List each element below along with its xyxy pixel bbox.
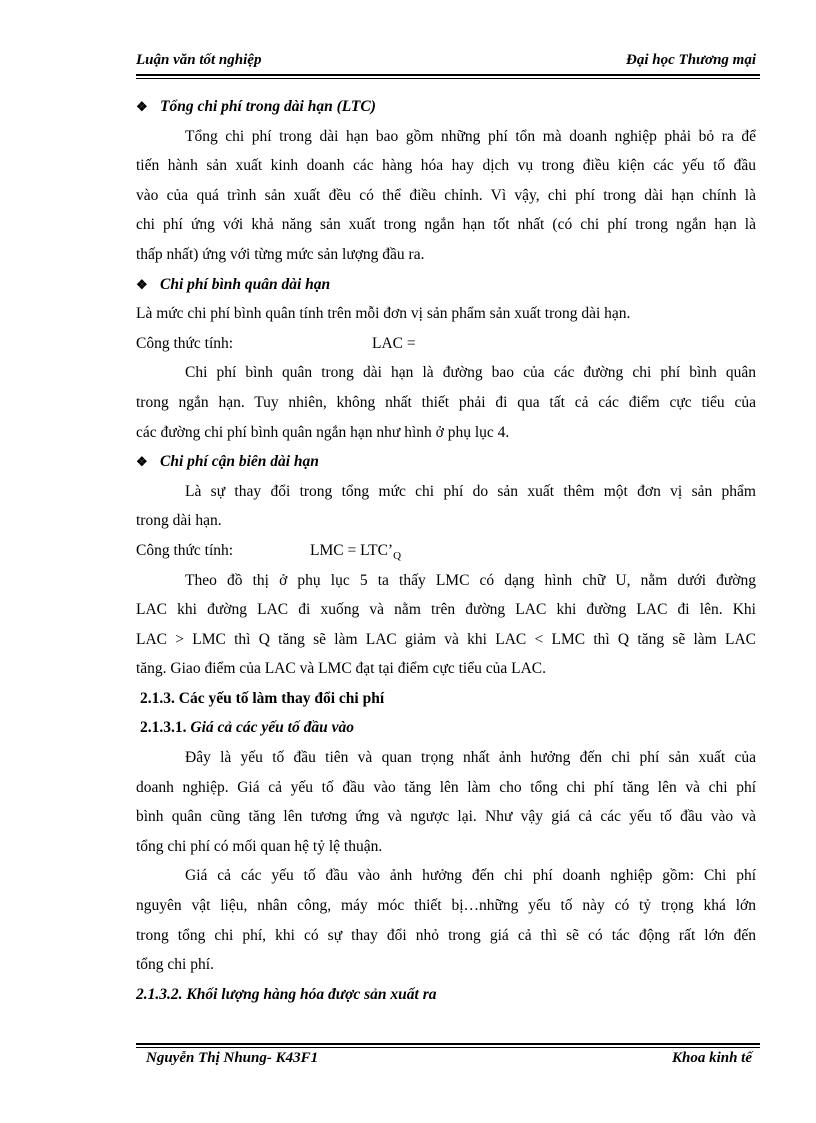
paragraph-line: Tổng chi phí trong dài hạn bao gồm những phí tổn mà doanh nghiệp phải bỏ ra để	[185, 127, 756, 145]
paragraph-line: Chi phí bình quân trong dài hạn là đường bao của các đường chi phí bình quân	[185, 364, 756, 382]
paragraph-line: doanh nghiệp. Giá cả yếu tố đầu vào tăng lên làm cho tổng chi phí tăng lên và chi phí	[136, 778, 756, 796]
footer-rule-thin	[136, 1047, 760, 1048]
paragraph-line: tổng chi phí có mối quan hệ tỷ lệ thuận.	[136, 837, 383, 855]
formula-label: Công thức tính:	[136, 541, 234, 559]
heading-lmc: ❖ Chi phí cận biên dài hạn	[136, 447, 756, 477]
formula-label: Công thức tính:	[136, 334, 234, 352]
lac-definition: Là mức chi phí bình quân tính trên mỗi đơn vị sản phẩm sản xuất trong dài hạn.	[136, 305, 631, 323]
header-rule-thick	[136, 74, 760, 76]
diamond-bullet-icon: ❖	[136, 276, 148, 292]
heading-lac: ❖ Chi phí bình quân dài hạn	[136, 270, 756, 300]
paragraph-line: trong dài hạn.	[136, 512, 222, 530]
formula-subscript: Q	[393, 549, 402, 562]
paragraph-line: trong ngắn hạn. Tuy nhiên, không nhất thiết phải đi qua tất cả các điểm cực tiểu của	[136, 393, 756, 411]
footer-author: Nguyễn Thị Nhung- K43F1	[146, 1050, 319, 1066]
formula-lac: LAC =	[372, 334, 416, 352]
paragraph-line: trong tổng chi phí, khi có sự thay đổi nhỏ trong giá cả thì sẽ có tác động rất lớn đến	[136, 926, 756, 944]
paragraph-line: Đây là yếu tố đầu tiên và quan trọng nhất ảnh hưởng đến chi phí sản xuất của	[185, 749, 756, 767]
section-heading-2-1-3-1: 2.1.3.1. Giá cả các yếu tố đầu vào	[140, 719, 354, 737]
footer-faculty: Khoa kinh tế	[671, 1050, 752, 1066]
formula-lmc: LMC = LTC’	[310, 541, 394, 559]
paragraph-line: chi phí ứng với khả năng sản xuất trong ngắn hạn tốt nhất (có chi phí trong ngắn hạn là	[136, 216, 756, 234]
header-rule-thin	[136, 78, 760, 79]
paragraph-line: tổng chi phí.	[136, 956, 214, 974]
paragraph-line: vào của quá trình sản xuất đều có thể điều chỉnh. Vì vậy, chi phí trong dài hạn chính là	[136, 186, 756, 204]
section-heading-2-1-3: 2.1.3. Các yếu tố làm thay đổi chi phí	[140, 689, 385, 707]
heading-ltc: ❖ Tổng chi phí trong dài hạn (LTC)	[136, 92, 756, 122]
section-heading-2-1-3-2: 2.1.3.2. Khối lượng hàng hóa được sản xuất ra	[136, 985, 437, 1003]
document-body	[136, 92, 756, 1009]
header-university: Đại học Thương mại	[626, 52, 756, 68]
paragraph-line: các đường chi phí bình quân ngắn hạn như hình ở phụ lục 4.	[136, 423, 510, 441]
paragraph-line: Theo đồ thị ở phụ lục 5 ta thấy LMC có dạng hình chữ U, nằm dưới đường	[185, 571, 756, 589]
page-footer	[136, 1050, 760, 1070]
paragraph-line: LAC > LMC thì Q tăng sẽ làm LAC giảm và khi LAC < LMC thì Q tăng sẽ làm LAC	[136, 630, 756, 648]
diamond-bullet-icon: ❖	[136, 99, 148, 114]
diamond-bullet-icon: ❖	[136, 454, 148, 470]
paragraph-line: nguyên vật liệu, nhân công, máy móc thiết bị…những yếu tố này có tỷ trọng khá lớn	[136, 897, 756, 915]
paragraph-line: Giá cả các yếu tố đầu vào ảnh hưởng đến chi phí doanh nghiệp gồm: Chi phí	[185, 867, 756, 885]
page-header	[136, 52, 760, 72]
paragraph-line: tăng. Giao điểm của LAC và LMC đạt tại điểm cực tiểu của LAC.	[136, 660, 546, 678]
paragraph-line: LAC khi đường LAC đi xuống và nằm trên đường LAC khi đường LAC đi lên. Khi	[136, 601, 756, 619]
lac-formula	[136, 329, 756, 359]
paragraph-line: tiến hành sản xuất kinh doanh các hàng hóa hay dịch vụ trong điều kiện các yếu tố đầu	[136, 157, 756, 175]
footer-rule-thick	[136, 1043, 760, 1045]
paragraph-line: thấp nhất) ứng với từng mức sản lượng đầu ra.	[136, 245, 425, 263]
header-thesis-title: Luận văn tốt nghiệp	[136, 52, 262, 68]
paragraph-line: bình quân cũng tăng lên tương ứng và ngược lại. Như vậy giá cả các yếu tố đầu vào và	[136, 808, 756, 826]
lmc-formula	[136, 536, 756, 566]
paragraph-line: Là sự thay đổi trong tổng mức chi phí do sản xuất thêm một đơn vị sản phẩm	[185, 482, 756, 500]
